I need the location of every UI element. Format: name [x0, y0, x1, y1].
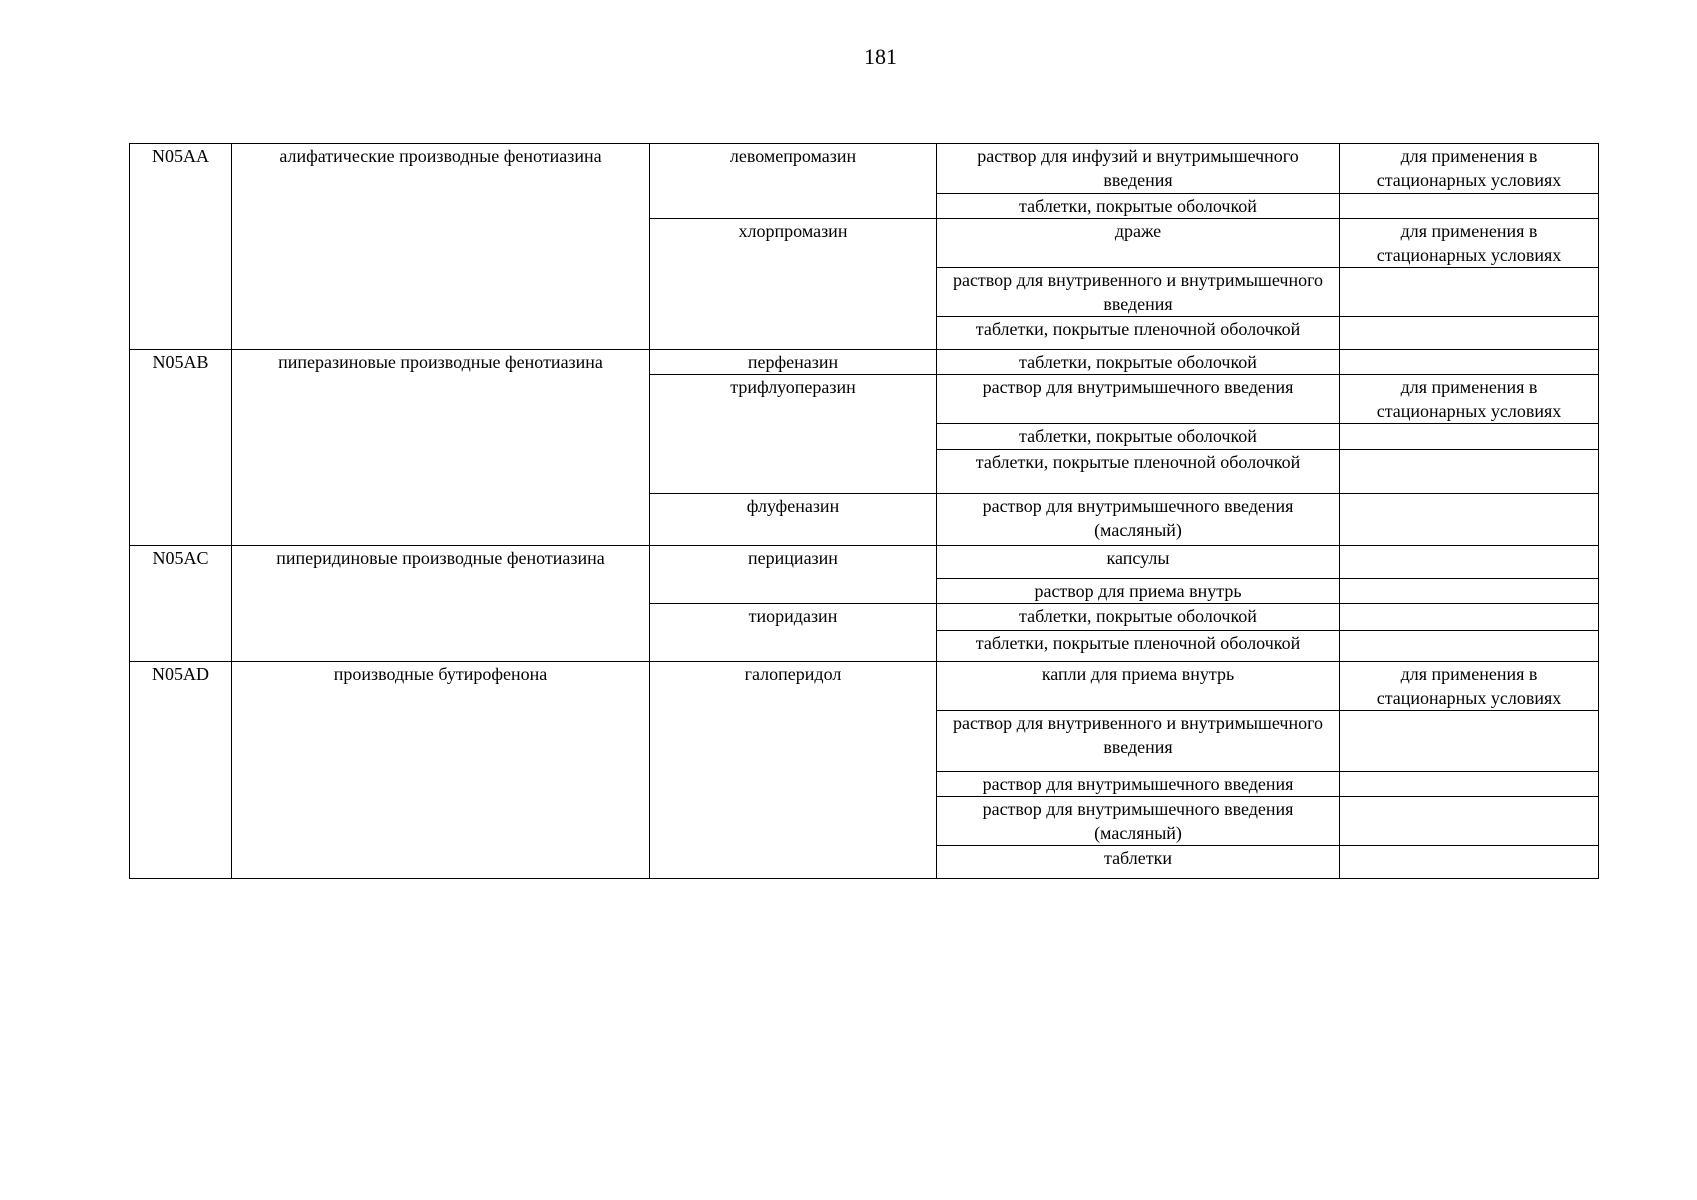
- dosage-form: раствор для внутримышечного введения: [937, 772, 1340, 797]
- table-row: [130, 662, 1599, 711]
- dosage-form: капсулы: [937, 546, 1340, 579]
- usage-note: [1340, 579, 1599, 604]
- dosage-form: таблетки, покрытые пленочной оболочкой: [937, 317, 1340, 350]
- usage-note: [1340, 772, 1599, 797]
- drug-name: галоперидол: [650, 662, 937, 879]
- drug-name: левомепромазин: [650, 144, 937, 219]
- drug-name: флуфеназин: [650, 494, 937, 546]
- usage-note: для применения в стационарных условиях: [1340, 375, 1599, 424]
- dosage-form: раствор для внутривенного и внутримышечного введения: [937, 711, 1340, 772]
- usage-note: [1340, 194, 1599, 219]
- usage-note: [1340, 631, 1599, 662]
- dosage-form: таблетки, покрытые оболочкой: [937, 350, 1340, 375]
- group-name: производные бутирофенона: [232, 662, 650, 879]
- drug-name: трифлуоперазин: [650, 375, 937, 494]
- drug-name: перфеназин: [650, 350, 937, 375]
- dosage-form: раствор для приема внутрь: [937, 579, 1340, 604]
- group-name: пиперидиновые производные фенотиазина: [232, 546, 650, 662]
- dosage-form: таблетки, покрытые оболочкой: [937, 424, 1340, 450]
- usage-note: [1340, 350, 1599, 375]
- atc-code: N05AD: [130, 662, 232, 879]
- dosage-form: раствор для внутримышечного введения (масляный): [937, 494, 1340, 546]
- usage-note: [1340, 546, 1599, 579]
- dosage-form: таблетки: [937, 846, 1340, 879]
- dosage-form: таблетки, покрытые оболочкой: [937, 604, 1340, 631]
- dosage-form: раствор для внутримышечного введения (масляный): [937, 797, 1340, 846]
- table-row: [130, 144, 1599, 194]
- usage-note: [1340, 450, 1599, 494]
- dosage-form: раствор для внутримышечного введения: [937, 375, 1340, 424]
- usage-note: [1340, 711, 1599, 772]
- usage-note: для применения в стационарных условиях: [1340, 144, 1599, 194]
- dosage-form: раствор для инфузий и внутримышечного введения: [937, 144, 1340, 194]
- atc-code: N05AA: [130, 144, 232, 350]
- group-name: алифатические производные фенотиазина: [232, 144, 650, 350]
- drug-name: перициазин: [650, 546, 937, 604]
- group-name: пиперазиновые производные фенотиазина: [232, 350, 650, 546]
- usage-note: [1340, 268, 1599, 317]
- dosage-form: таблетки, покрытые пленочной оболочкой: [937, 450, 1340, 494]
- usage-note: [1340, 846, 1599, 879]
- dosage-form: раствор для внутривенного и внутримышечного введения: [937, 268, 1340, 317]
- usage-note: для применения в стационарных условиях: [1340, 219, 1599, 268]
- dosage-form: таблетки, покрытые пленочной оболочкой: [937, 631, 1340, 662]
- dosage-form: таблетки, покрытые оболочкой: [937, 194, 1340, 219]
- atc-code: N05AC: [130, 546, 232, 662]
- table-row: [130, 350, 1599, 375]
- usage-note: [1340, 317, 1599, 350]
- dosage-form: драже: [937, 219, 1340, 268]
- drug-name: хлорпромазин: [650, 219, 937, 350]
- usage-note: [1340, 797, 1599, 846]
- usage-note: [1340, 494, 1599, 546]
- drug-name: тиоридазин: [650, 604, 937, 662]
- usage-note: [1340, 424, 1599, 450]
- usage-note: [1340, 604, 1599, 631]
- table-row: [130, 546, 1599, 579]
- drug-table: [129, 143, 1599, 879]
- atc-code: N05AB: [130, 350, 232, 546]
- dosage-form: капли для приема внутрь: [937, 662, 1340, 711]
- usage-note: для применения в стационарных условиях: [1340, 662, 1599, 711]
- page-number: 181: [864, 44, 897, 69]
